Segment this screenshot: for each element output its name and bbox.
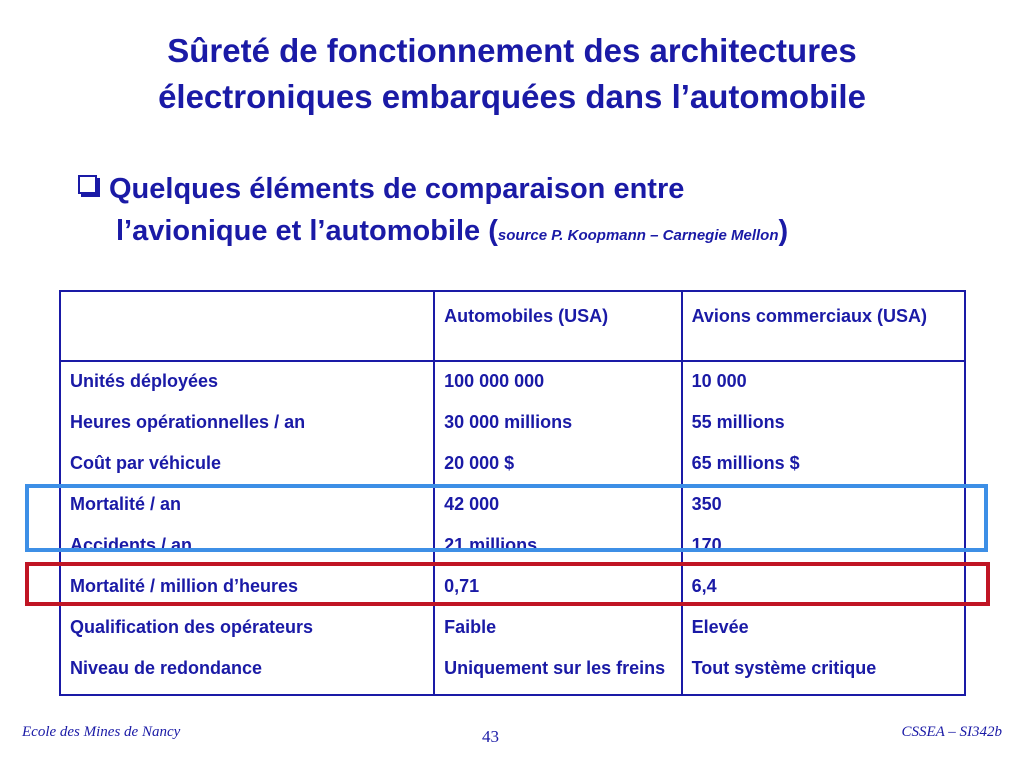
table-cell-automobiles: Uniquement sur les freins <box>434 649 682 695</box>
highlight-box-blue <box>25 484 988 552</box>
table-cell-avions: 6,4 <box>682 567 965 608</box>
table-cell-criterion: Unités déployées <box>70 371 219 391</box>
table-cell-automobiles: 21 millions <box>434 526 682 567</box>
table-cell-criterion: Niveau de redondance <box>70 658 263 678</box>
table-cell-criterion: Mortalité / an <box>70 494 182 514</box>
table-cell-criterion: Heures opérationnelles / an <box>70 412 306 432</box>
page-number: 43 <box>482 727 499 746</box>
table-row <box>60 649 965 695</box>
bullet-line2-main: l’avionique et l’automobile ( <box>116 215 498 247</box>
table-cell-automobiles: 100 000 000 <box>434 361 682 403</box>
bullet-line2 <box>78 210 978 257</box>
table-cell-avions: 10 000 <box>682 361 965 403</box>
table-header-avions: Avions commerciaux (USA) <box>682 291 965 361</box>
table-header-row <box>60 291 965 361</box>
comparison-bullet <box>78 168 978 257</box>
table-row <box>60 361 965 403</box>
table-cell-avions: 170 <box>682 526 965 567</box>
slide-title-line2: électroniques embarquées dans l’automobile <box>158 78 866 115</box>
table-header-automobiles: Automobiles (USA) <box>434 291 682 361</box>
table-cell-avions: Tout système critique <box>682 649 965 695</box>
table-cell-automobiles: 42 000 <box>434 485 682 526</box>
table-row <box>60 608 965 649</box>
table-cell-automobiles: 30 000 millions <box>434 403 682 444</box>
table-row <box>60 403 965 444</box>
table-cell-automobiles: Faible <box>434 608 682 649</box>
table-cell-criterion: Accidents / an <box>70 535 193 555</box>
table-cell-automobiles: 20 000 $ <box>434 444 682 485</box>
checkbox-bullet-icon <box>78 175 97 194</box>
table-cell-criterion: Coût par véhicule <box>70 453 222 473</box>
table-cell-automobiles: 0,71 <box>434 567 682 608</box>
highlight-box-red <box>25 562 990 606</box>
table-cell-avions: 350 <box>682 485 965 526</box>
table-cell-avions: Elevée <box>682 608 965 649</box>
table-cell-criterion: Qualification des opérateurs <box>70 617 314 637</box>
table-cell-avions: 55 millions <box>682 403 965 444</box>
table-header-empty <box>60 291 434 361</box>
slide-title-line1: Sûreté de fonctionnement des architectures <box>167 32 857 69</box>
bullet-source: source P. Koopmann – Carnegie Mellon <box>497 227 779 244</box>
table-cell-criterion: Mortalité / million d’heures <box>70 576 299 596</box>
slide-title <box>0 28 1024 120</box>
bullet-close-paren: ) <box>778 215 789 247</box>
footer-course: CSSEA – SI342b <box>901 724 1002 740</box>
bullet-line1: Quelques éléments de comparaison entre <box>109 173 685 205</box>
table-row <box>60 444 965 485</box>
table-cell-avions: 65 millions $ <box>682 444 965 485</box>
footer-school: Ecole des Mines de Nancy <box>22 724 181 740</box>
